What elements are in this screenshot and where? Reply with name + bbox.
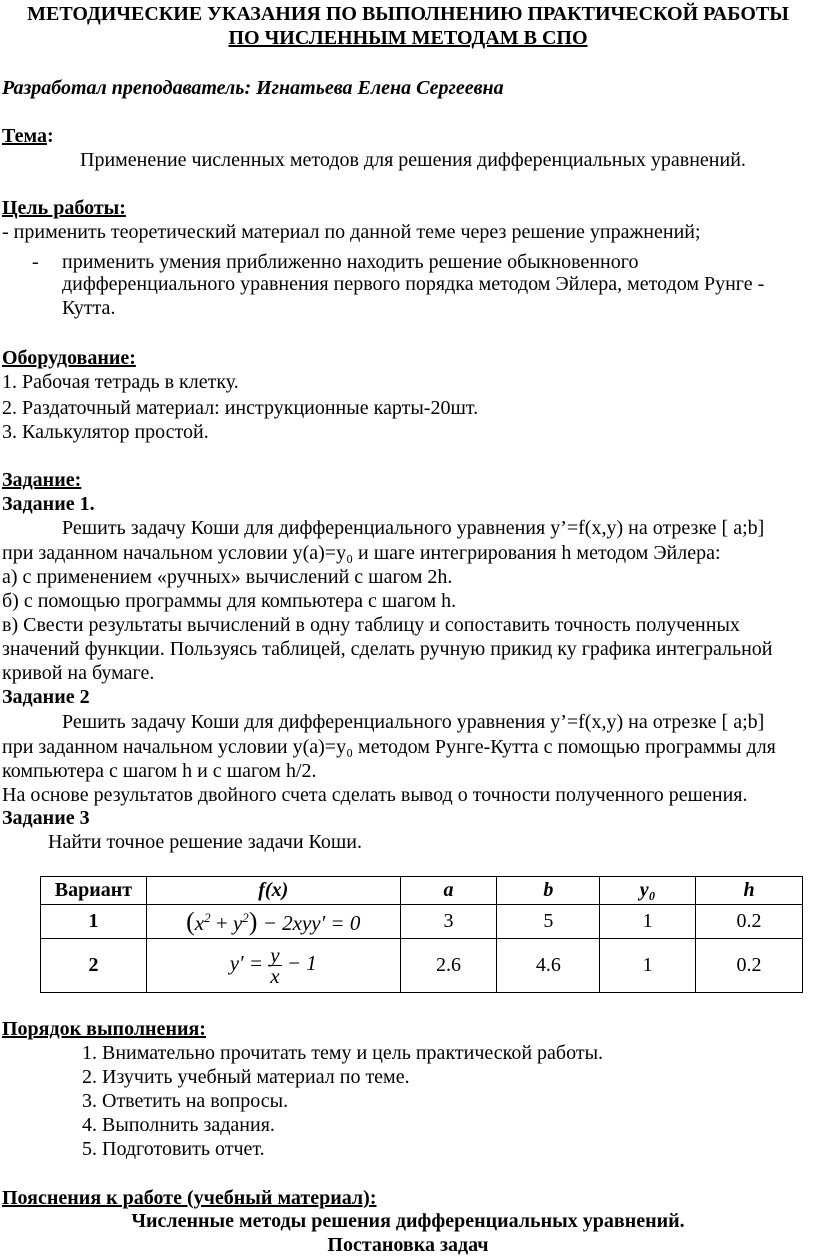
explanation-heading: Пояснения к работе (учебный материал):: [2, 1187, 377, 1209]
equipment-heading: Оборудование:: [2, 347, 136, 369]
task1-heading: Задание 1.: [2, 493, 95, 515]
goal-item-1: - применить теоретический материал по данной теме через решение упражнений;: [2, 221, 701, 243]
row2-y0: 1: [600, 939, 696, 993]
goal-item-2-line1: применить умения приближенно находить решение обыкновенного: [62, 251, 639, 273]
procedure-item-4: 4. Выполнить задания.: [82, 1114, 275, 1136]
row1-formula: [146, 905, 400, 939]
formula-1: $(x^2 + y^2) - 2xyy' = 0$: [186, 906, 361, 936]
topic-heading-label: Тема: [2, 125, 47, 147]
equipment-item-3: 3. Калькулятор простой.: [2, 421, 209, 443]
task2-line2: при заданном начальном условии y(a)=y₀ методом Рунге-Кутта с помощью программы для: [2, 736, 776, 758]
formula-2: y′ = $\frac{y}{x}$ − 1: [229, 943, 317, 988]
goal-item-2-line2: дифференциального уравнения первого порядка методом Эйлера, методом Рунге -: [62, 273, 765, 295]
row1-y0: 1: [600, 905, 696, 939]
row2-formula: [146, 939, 400, 993]
procedure-item-5: 5. Подготовить отчет.: [82, 1138, 265, 1160]
task1-item-c-line3: кривой на бумаге.: [2, 662, 155, 684]
table-row: [41, 939, 803, 993]
equipment-item-1: 1. Рабочая тетрадь в клетку.: [2, 371, 239, 393]
task2-heading: Задание 2: [2, 686, 90, 708]
row1-h: 0.2: [696, 905, 803, 939]
header-a: a: [400, 877, 497, 905]
header-b: b: [497, 877, 600, 905]
task1-item-b: б) с помощью программы для компьютера с шагом h.: [2, 590, 457, 612]
goal-item-2-line3: Кутта.: [62, 297, 116, 319]
row1-variant: 1: [41, 905, 147, 939]
author-line: Разработал преподаватель: Игнатьева Елена Сергеевна: [2, 77, 504, 99]
task1-item-a: а) с применением «ручных» вычислений с шагом 2h.: [2, 566, 453, 588]
equipment-item-2: 2. Раздаточный материал: инструкционные карты-20шт.: [2, 397, 479, 419]
goal-item-2-dash: -: [32, 251, 39, 273]
explanation-subtitle-2: Постановка задач: [327, 1234, 489, 1256]
task1-item-c-line2: значений функции. Пользуясь таблицей, сделать ручную прикид ку графика интегральной: [2, 638, 773, 660]
table-header-row: [41, 877, 803, 905]
procedure-item-2: 2. Изучить учебный материал по теме.: [82, 1066, 410, 1088]
task2-line1: Решить задачу Коши для дифференциального уравнения y’=f(x,y) на отрезке [ a;b]: [62, 711, 765, 733]
task2-line3: компьютера с шагом h и с шагом h/2.: [2, 760, 317, 782]
row2-h: 0.2: [696, 939, 803, 993]
task1-item-c-line1: в) Свести результаты вычислений в одну таблицу и сопоставить точность полученных: [2, 614, 740, 636]
header-variant: Вариант: [41, 877, 147, 905]
task3-heading: Задание 3: [2, 807, 90, 829]
task3-line1: Найти точное решение задачи Коши.: [48, 831, 362, 853]
document-title-line2: ПО ЧИСЛЕННЫМ МЕТОДАМ В СПО: [228, 27, 588, 49]
explanation-subtitle: Численные методы решения дифференциальных уравнений.: [131, 1210, 685, 1232]
procedure-heading: Порядок выполнения:: [2, 1018, 206, 1040]
procedure-item-1: 1. Внимательно прочитать тему и цель практической работы.: [82, 1042, 604, 1064]
task1-line2: при заданном начальном условии y(a)=y₀ и шаге интегрирования h методом Эйлера:: [2, 542, 721, 564]
procedure-item-3: 3. Ответить на вопросы.: [82, 1090, 289, 1112]
topic-heading-colon: :: [46, 125, 54, 147]
tasks-heading: Задание:: [2, 469, 82, 491]
row2-a: 2.6: [400, 939, 497, 993]
task1-line1: Решить задачу Коши для дифференциального уравнения y’=f(x,y) на отрезке [ a;b]: [62, 517, 765, 539]
variants-table: [40, 876, 803, 993]
row2-variant: 2: [41, 939, 147, 993]
topic-text: Применение численных методов для решения дифференциальных уравнений.: [80, 149, 746, 171]
row1-a: 3: [400, 905, 497, 939]
goal-heading: Цель работы:: [2, 197, 126, 219]
document-title-line1: МЕТОДИЧЕСКИЕ УКАЗАНИЯ ПО ВЫПОЛНЕНИЮ ПРАКТИЧЕСКОЙ РАБОТЫ: [27, 3, 789, 25]
header-y0: y₀: [600, 877, 696, 905]
header-h: h: [696, 877, 803, 905]
header-fx: f(x): [146, 877, 400, 905]
row2-b: 4.6: [497, 939, 600, 993]
row1-b: 5: [497, 905, 600, 939]
topic-heading: [2, 124, 54, 148]
table-row: [41, 905, 803, 939]
task2-line4: На основе результатов двойного счета сделать вывод о точности полученного решения.: [2, 784, 748, 806]
